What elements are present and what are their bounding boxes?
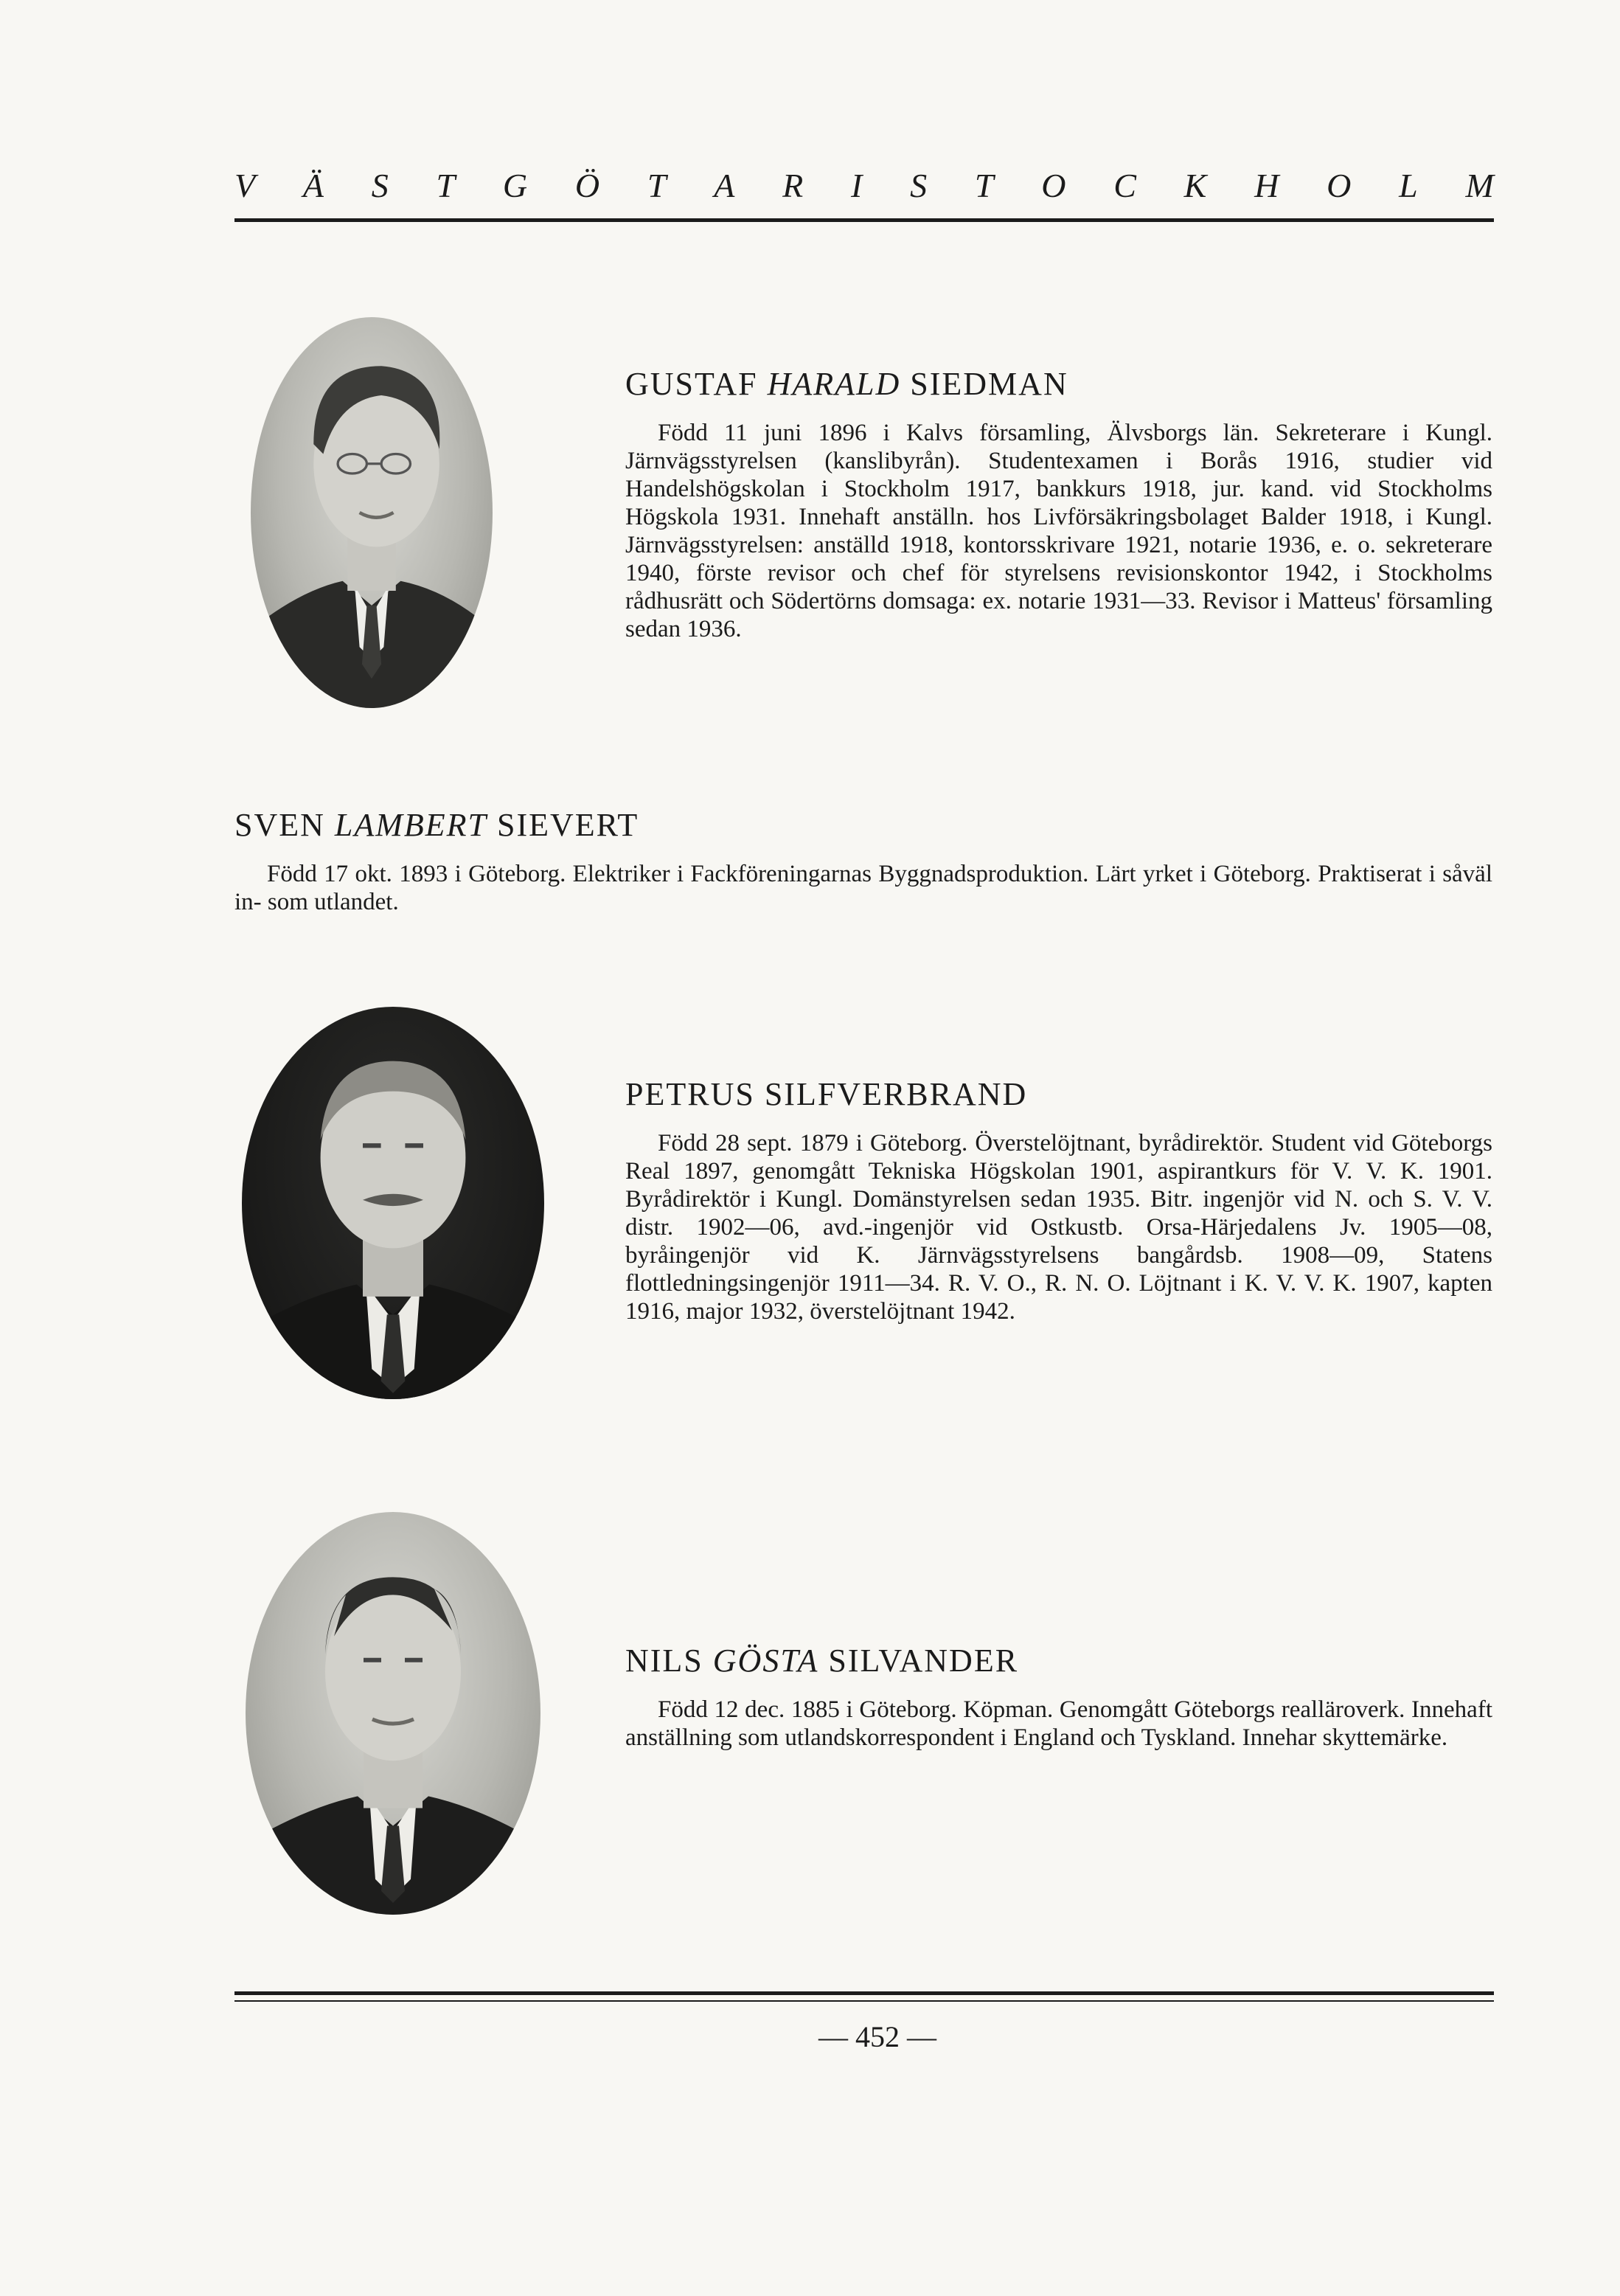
entry-name	[625, 1642, 1492, 1679]
header-letter: O	[1327, 167, 1352, 204]
entry-silvander	[625, 1642, 1492, 1752]
header-letter: H	[1254, 167, 1279, 204]
header-letter: Ö	[574, 167, 600, 204]
portrait-photo	[242, 1007, 544, 1399]
given-name: GUSTAF	[625, 366, 758, 402]
header-letter: L	[1399, 167, 1418, 204]
portrait-photo	[246, 1512, 540, 1915]
called-name: LAMBERT	[334, 807, 488, 843]
header-letter: I	[850, 167, 863, 204]
called-name: GÖSTA	[712, 1643, 819, 1679]
entry-siedman	[625, 365, 1492, 643]
header-rule	[234, 218, 1494, 222]
header-letter: G	[502, 167, 528, 204]
entry-sievert	[234, 806, 1492, 916]
header-letter: M	[1465, 167, 1494, 204]
called-name: HARALD	[767, 366, 901, 402]
given-name: NILS	[625, 1643, 703, 1679]
surname: SILVANDER	[828, 1643, 1019, 1679]
surname: SIEVERT	[497, 807, 639, 843]
surname: SILFVERBRAND	[764, 1076, 1028, 1112]
surname: SIEDMAN	[910, 366, 1068, 402]
header-letter: Ä	[302, 167, 324, 204]
given-name: SVEN	[234, 807, 325, 843]
entry-name	[625, 1075, 1492, 1113]
header-letter: T	[647, 167, 667, 204]
header-letter: T	[436, 167, 456, 204]
biography: Född 28 sept. 1879 i Göteborg. Överstelöjtnant, byrådirektör. Student vid Göteborgs Real 1897, genomgått Tekniska Högskolan 1901, aspirantkurs för V. V. K. 1901. Byrådirektör i Kungl. Domänstyrelsen sedan 1935. Bitr. ingenjör vid N. och S. V. V. distr. 1902—06, avd.-ingenjör vid Ostkustb. Orsa-Härjedalens Jv. 1905—08, byråingenjör vid K. Järnvägsstyrelsens bangårdsb. 1908—09, Statens flottledningsingenjör 1911—34. R. V. O., R. N. O. Löjtnant i K. V. V. K. 1907, kapten 1916, major 1932, överstelöjtnant 1942.	[625, 1130, 1492, 1325]
biography: Född 11 juni 1896 i Kalvs församling, Älvsborgs län. Sekreterare i Kungl. Järnvägsstyrelsen (kanslibyrån). Studentexamen i Borås 1916, studier vid Handelshögskolan i Stockholm 1917, bankkurs 1918, jur. kand. vid Stockholms Högskola 1931. Innehaft anställn. hos Livförsäkringsbolaget Balder 1918, i Kungl. Järnvägsstyrelsen: anställd 1918, kontorsskrivare 1921, notarie 1936, e. o. sekreterare 1940, förste revisor och chef för styrelsens revisionskontor 1942, i Stockholms rådhusrätt och Södertörns domsaga: ex. notarie 1931—33. Revisor i Matteus' församling sedan 1936.	[625, 420, 1492, 642]
page-number: — 452 —	[818, 2020, 936, 2053]
footer-rule-thin	[234, 2000, 1494, 2002]
header-letter: K	[1183, 167, 1207, 204]
footer-rule	[234, 1991, 1494, 1995]
entry-silfverbrand	[625, 1075, 1492, 1325]
biography: Född 17 okt. 1893 i Göteborg. Elektriker i Fackföreningarnas Byggnadsproduktion. Lärt yrket i Göteborg. Praktiserat i såväl in- som utlandet.	[234, 861, 1492, 915]
portrait-photo	[251, 317, 493, 708]
entry-name	[625, 365, 1492, 403]
header-letter: O	[1041, 167, 1066, 204]
header-letter: C	[1113, 167, 1136, 204]
running-header	[234, 166, 1494, 205]
header-letter: A	[714, 167, 735, 204]
biography: Född 12 dec. 1885 i Göteborg. Köpman. Genomgått Göteborgs realläroverk. Innehaft anställning som utlandskorrespondent i England och Tyskland. Innehar skyttemärke.	[625, 1696, 1492, 1751]
header-letter: T	[974, 167, 994, 204]
header-letter: R	[782, 167, 804, 204]
given-name: PETRUS	[625, 1076, 755, 1112]
entry-name	[234, 806, 1492, 844]
header-letter: S	[371, 167, 389, 204]
header-letter: V	[234, 167, 256, 204]
header-letter: S	[910, 167, 928, 204]
